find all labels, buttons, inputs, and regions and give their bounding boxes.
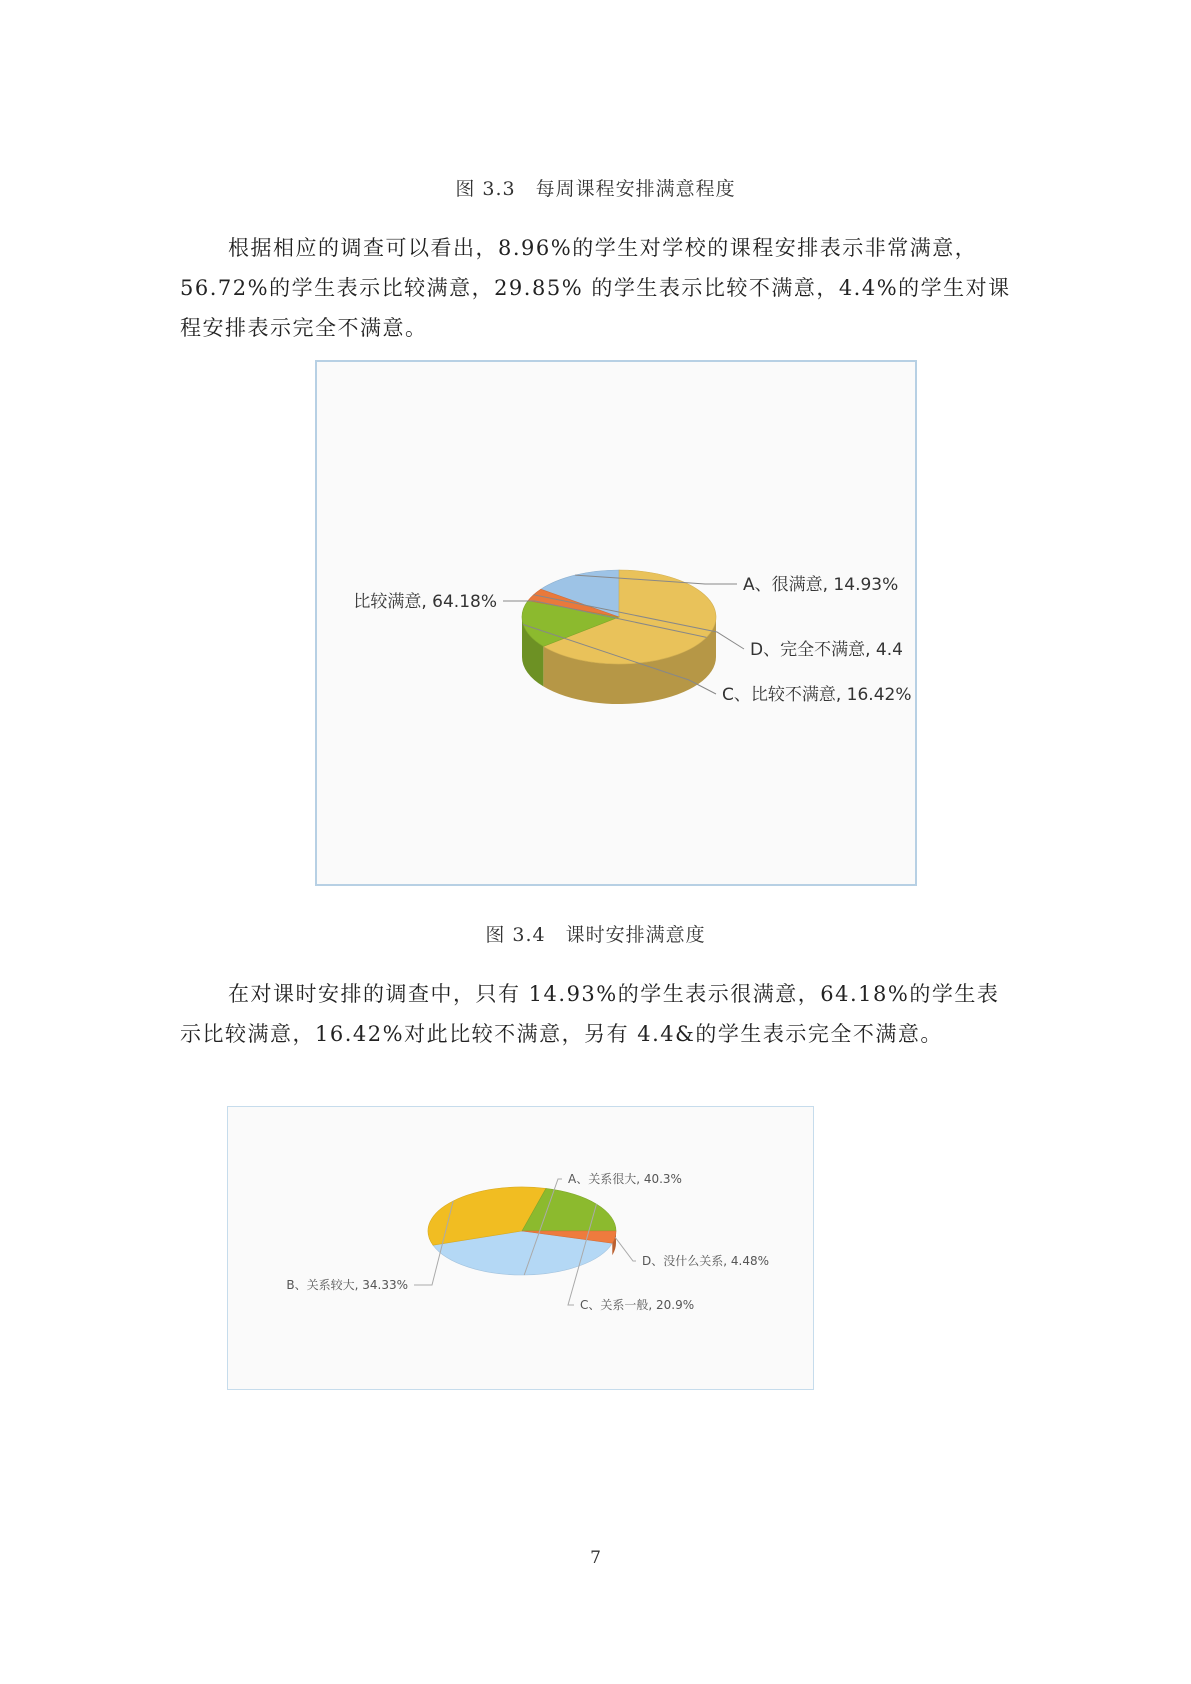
chart2-svg <box>228 1107 813 1389</box>
paragraph-line: 在对课时安排的调查中，只有 14.93%的学生表示很满意，64.18%的学生表 <box>228 982 1000 1006</box>
data-label: C、关系一般, 20.9% <box>580 1298 695 1313</box>
data-label: D、没什么关系, 4.48% <box>642 1254 769 1269</box>
chart1-svg <box>317 362 915 884</box>
paragraph-course-schedule <box>180 228 1015 348</box>
data-label: B、关系较大, 34.33% <box>286 1278 408 1293</box>
figure-caption-3-4: 图 3.4 课时安排满意度 <box>485 924 706 946</box>
page-number: 7 <box>590 1548 601 1568</box>
paragraph-class-hours <box>180 974 1015 1054</box>
data-label: 比较满意, 64.18% <box>353 591 497 612</box>
paragraph-line: 56.72%的学生表示比较满意，29.85% 的学生表示比较不满意，4.4%的学生对课 <box>180 276 1011 300</box>
paragraph-line: 程安排表示完全不满意。 <box>180 316 428 340</box>
pie-chart-relationship <box>227 1106 814 1390</box>
data-label: A、很满意, 14.93% <box>743 574 899 595</box>
figure-caption-3-3: 图 3.3 每周课程安排满意程度 <box>455 178 736 200</box>
pie-chart-class-hours <box>315 360 917 886</box>
data-label: D、完全不满意, 4.4 <box>750 639 903 660</box>
paragraph-line: 根据相应的调查可以看出，8.96%的学生对学校的课程安排表示非常满意， <box>228 236 978 260</box>
paragraph-line: 示比较满意，16.42%对此比较不满意，另有 4.4&的学生表示完全不满意。 <box>180 1022 943 1046</box>
data-label: C、比较不满意, 16.42% <box>722 684 912 705</box>
data-label: A、关系很大, 40.3% <box>568 1172 682 1187</box>
leader-line <box>615 1237 636 1261</box>
